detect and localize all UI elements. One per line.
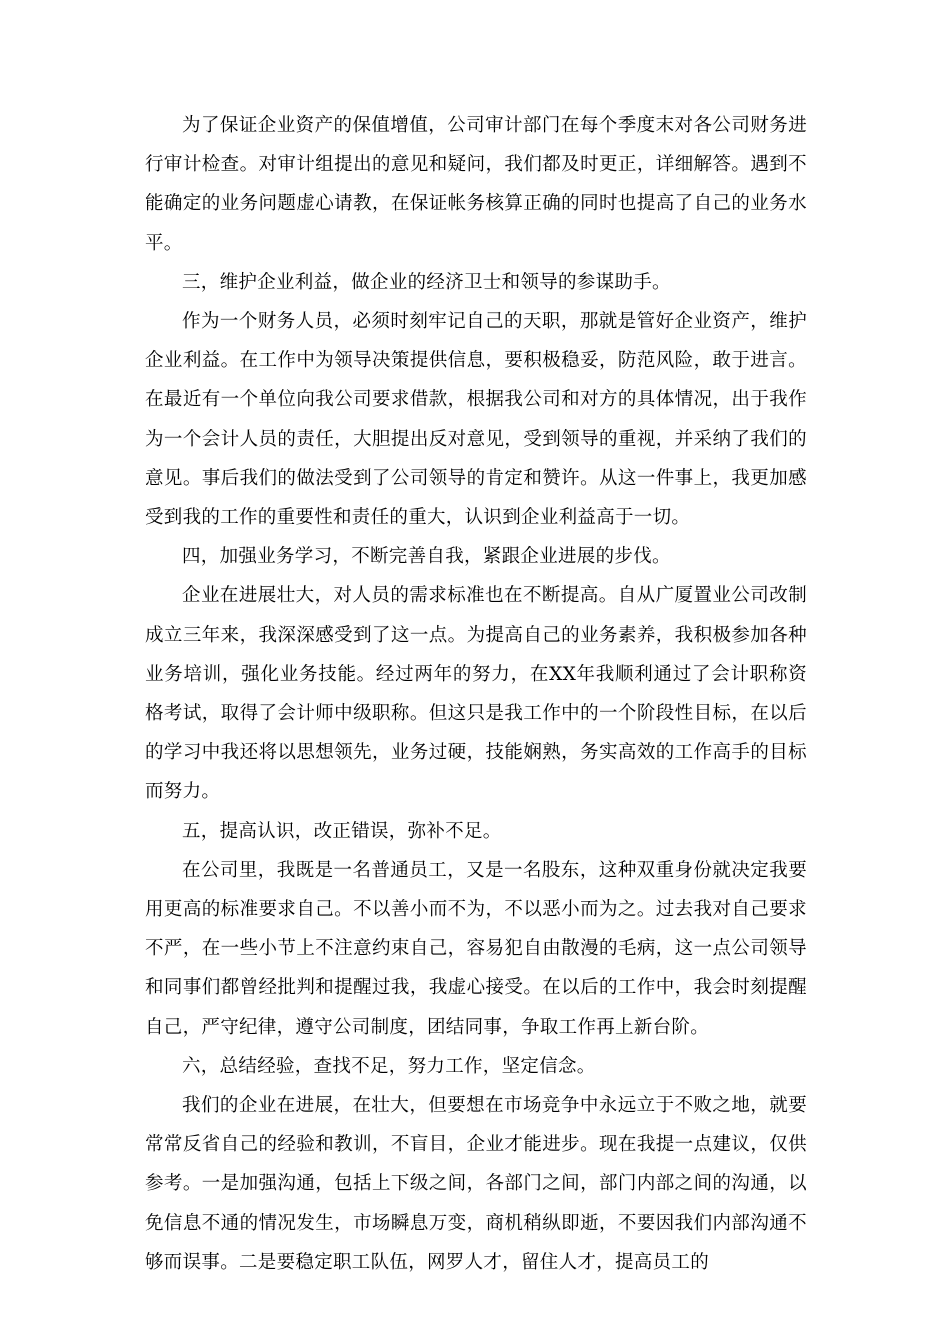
heading-section-3: 三，维护企业利益，做企业的经济卫士和领导的参谋助手。 (182, 271, 671, 293)
paragraph-suggestions: 我们的企业在进展，在壮大，但要想在市场竞争中永远立于不败之地，就要常常反省自己的经验和教训，不盲目，企业才能进步。现在我提一点建议，仅供参考。一是加强沟通，包括上下级之间，各部门之间，部门内部之间的沟通，以免信息不通的情况发生，市场瞬息万变，商机稍纵即逝，不要因我们内部沟通不够而误事。二是要稳定职工队伍，网罗人才，留住人才，提高员工的 (145, 1095, 807, 1273)
heading-section-4: 四，加强业务学习，不断完善自我，紧跟企业进展的步伐。 (182, 546, 671, 568)
heading-section-5: 五，提高认识，改正错误，弥补不足。 (182, 820, 502, 842)
heading-section-6: 六，总结经验，查找不足，努力工作，坚定信念。 (182, 1055, 596, 1077)
paragraph-learning: 企业在进展壮大，对人员的需求标准也在不断提高。自从广厦置业公司改制成立三年来，我深深感受到了这一点。为提高自己的业务素养，我积极参加各种业务培训，强化业务技能。经过两年的努力，在XX年我顺利通过了会计职称资格考试，取得了会计师中级职称。但这只是我工作中的一个阶段性目标，在以后的学习中我还将以思想领先，业务过硬，技能娴熟，务实高效的工作高手的目标而努力。 (145, 585, 807, 803)
paragraph-self-improvement: 在公司里，我既是一名普通员工，又是一名股东，这种双重身份就决定我要用更高的标准要求自己。不以善小而不为，不以恶小而为之。过去我对自己要求不严，在一些小节上不注意约束自己，容易犯自由散漫的毛病，这一点公司领导和同事们都曾经批判和提醒过我，我虚心接受。在以后的工作中，我会时刻提醒自己，严守纪律，遵守公司制度，团结同事，争取工作再上新台阶。 (145, 859, 807, 1038)
paragraph-audit: 为了保证企业资产的保值增值，公司审计部门在每个季度末对各公司财务进行审计检查。对审计组提出的意见和疑问，我们都及时更正，详细解答。遇到不能确定的业务问题虚心请教，在保证帐务核算正确的同时也提高了自己的业务水平。 (145, 115, 807, 254)
document-body (145, 106, 807, 1282)
paragraph-finance-duty: 作为一个财务人员，必须时刻牢记自己的天职，那就是管好企业资产，维护企业利益。在工作中为领导决策提供信息，要积极稳妥，防范风险，敢于进言。在最近有一个单位向我公司要求借款，根据我公司和对方的具体情况，出于我作为一个会计人员的责任，大胆提出反对意见，受到领导的重视，并采纳了我们的意见。事后我们的做法受到了公司领导的肯定和赞许。从这一件事上，我更加感受到我的工作的重要性和责任的重大，认识到企业利益高于一切。 (145, 311, 807, 529)
